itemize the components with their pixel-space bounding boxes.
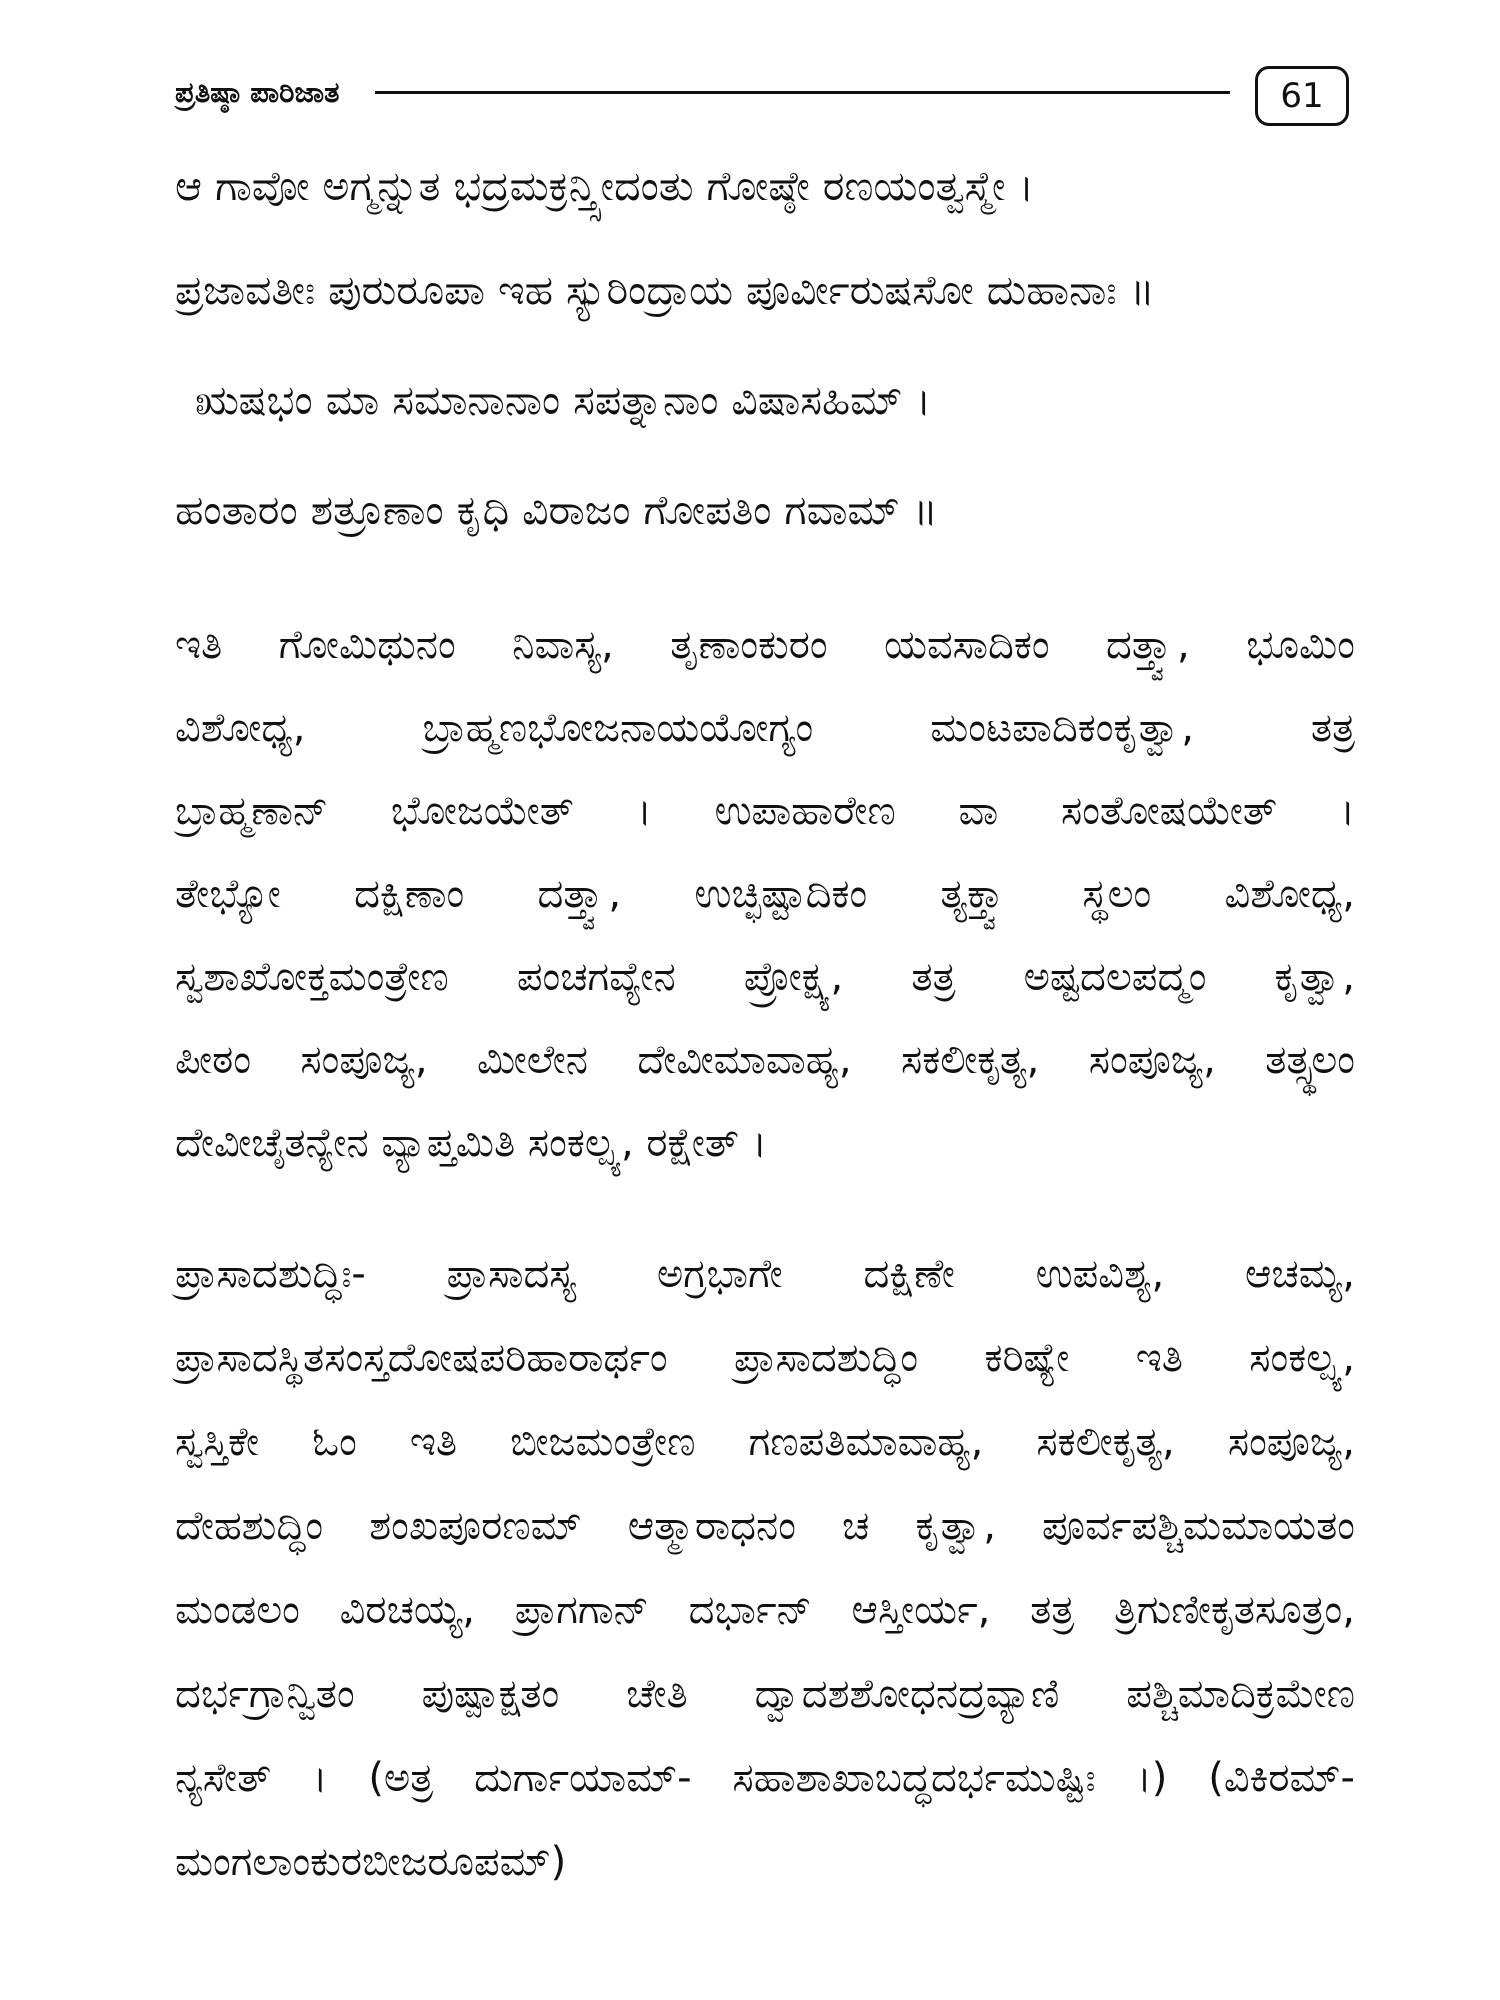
- paragraph-2-line-1: ಪ್ರಾಸಾದಶುದ್ಧಿಃ- ಪ್ರಾಸಾದಸ್ಯ ಅಗ್ರಭಾಗೇ ದಕ್ಷಿಣೇ ಉಪವಿಶ್ಯ, ಆಚಮ್ಯ,: [175, 1251, 1355, 1297]
- paragraph-2-line-6: ದರ್ಭಗ್ರಾನ್ವಿತಂ ಪುಷ್ಪಾಕ್ಷತಂ ಚೇತಿ ದ್ವಾದಶಶೋಧನದ್ರವ್ಯಾಣಿ ಪಶ್ಚಿಮಾದಿಕ್ರಮೇಣ: [175, 1671, 1355, 1717]
- verse-line-1: ಆ ಗಾವೋ ಅಗ್ಮನ್ನುತ ಭದ್ರಮಕ್ರನ್ತ್ಸೀದಂತು ಗೋಷ್ಠೇ ರಣಯಂತ್ವಸ್ಮೇ ।: [175, 162, 1034, 210]
- verse-line-4: ಹಂತಾರಂ ಶತ್ರೂಣಾಂ ಕೃಧಿ ವಿರಾಜಂ ಗೋಪತಿಂ ಗವಾಮ್ ॥: [175, 486, 938, 534]
- paragraph-1-line-4: ತೇಭ್ಯೋ ದಕ್ಷಿಣಾಂ ದತ್ತ್ವಾ, ಉಚ್ಛಿಷ್ಟಾದಿಕಂ ತ್ಯಕ್ತ್ವಾ ಸ್ಥಲಂ ವಿಶೋಧ್ಯ,: [175, 871, 1355, 917]
- paragraph-1-line-1: ಇತಿ ಗೋಮಿಥುನಂ ನಿವಾಸ್ಯ, ತೃಣಾಂಕುರಂ ಯವಸಾದಿಕಂ ದತ್ತ್ವಾ, ಭೂಮಿಂ: [175, 622, 1355, 668]
- paragraph-1-line-2: ವಿಶೋಧ್ಯ, ಬ್ರಾಹ್ಮಣಭೋಜನಾಯಯೋಗ್ಯಂ ಮಂಟಪಾದಿಕಂಕೃತ್ವಾ, ತತ್ರ: [175, 705, 1355, 751]
- paragraph-2-line-5: ಮಂಡಲಂ ವಿರಚಯ್ಯ, ಪ್ರಾಗಗಾನ್ ದರ್ಭಾನ್ ಆಸ್ತೀರ್ಯ, ತತ್ರ ತ್ರಿಗುಣೀಕೃತಸೂತ್ರಂ,: [175, 1587, 1355, 1633]
- paragraph-1-line-5: ಸ್ವಶಾಖೋಕ್ತಮಂತ್ರೇಣ ಪಂಚಗವ್ಯೇನ ಪ್ರೋಕ್ಷ್ಯ, ತತ್ರ ಅಷ್ಟದಲಪದ್ಮಂ ಕೃತ್ವಾ,: [175, 954, 1355, 1000]
- header-rule: [375, 91, 1230, 94]
- paragraph-1-line-6: ಪೀಠಂ ಸಂಪೂಜ್ಯ, ಮೀಲೇನ ದೇವೀಮಾವಾಹ್ಯ, ಸಕಲೀಕೃತ್ಯ, ಸಂಪೂಜ್ಯ, ತತ್ಸ್ಥಲಂ: [175, 1037, 1355, 1083]
- paragraph-1-line-7: ದೇವೀಚೈತನ್ಯೇನ ವ್ಯಾಪ್ತಮಿತಿ ಸಂಕಲ್ಪ್ಯ, ರಕ್ಷೇತ್ ।: [175, 1120, 767, 1166]
- paragraph-2-line-8: ಮಂಗಲಾಂಕುರಬೀಜರೂಪಮ್): [175, 1839, 567, 1885]
- paragraph-2-line-2: ಪ್ರಾಸಾದಸ್ಥಿತಸಂಸ್ತದೋಷಪರಿಹಾರಾರ್ಥಂ ಪ್ರಾಸಾದಶುದ್ಧಿಂ ಕರಿಷ್ಯೇ ಇತಿ ಸಂಕಲ್ಪ್ಯ,: [175, 1335, 1355, 1381]
- running-header: [175, 72, 1355, 132]
- paragraph-2-line-4: ದೇಹಶುದ್ಧಿಂ ಶಂಖಪೂರಣಮ್ ಆತ್ಮಾರಾಧನಂ ಚ ಕೃತ್ವಾ, ಪೂರ್ವಪಶ್ಚಿಮಮಾಯತಂ: [175, 1503, 1355, 1549]
- header-title: ಪ್ರತಿಷ್ಠಾ ಪಾರಿಜಾತ: [175, 75, 340, 109]
- verse-line-2: ಪ್ರಜಾವತೀಃ ಪುರುರೂಪಾ ಇಹ ಸ್ಯುರಿಂದ್ರಾಯ ಪೂರ್ವೀರುಷಸೋ ದುಹಾನಾಃ ॥: [175, 266, 1155, 314]
- verse-line-3: ಋಷಭಂ ಮಾ ಸಮಾನಾನಾಂ ಸಪತ್ನಾನಾಂ ವಿಷಾಸಹಿಮ್ ।: [195, 376, 932, 424]
- paragraph-2-line-3: ಸ್ವಸ್ತಿಕೇ ಓಂ ಇತಿ ಬೀಜಮಂತ್ರೇಣ ಗಣಪತಿಮಾವಾಹ್ಯ, ಸಕಲೀಕೃತ್ಯ, ಸಂಪೂಜ್ಯ,: [175, 1419, 1355, 1465]
- page-number: 61: [1255, 66, 1349, 126]
- paragraph-2-line-7: ನ್ಯಸೇತ್ । (ಅತ್ರ ದುರ್ಗಾಯಾಮ್- ಸಹಾಶಾಖಾಬದ್ಧದರ್ಭಮುಷ್ಟಿಃ ।) (ವಿಕಿರಮ್-: [175, 1755, 1355, 1801]
- paragraph-1-line-3: ಬ್ರಾಹ್ಮಣಾನ್ ಭೋಜಯೇತ್ । ಉಪಾಹಾರೇಣ ವಾ ಸಂತೋಷಯೇತ್ ।: [175, 788, 1355, 834]
